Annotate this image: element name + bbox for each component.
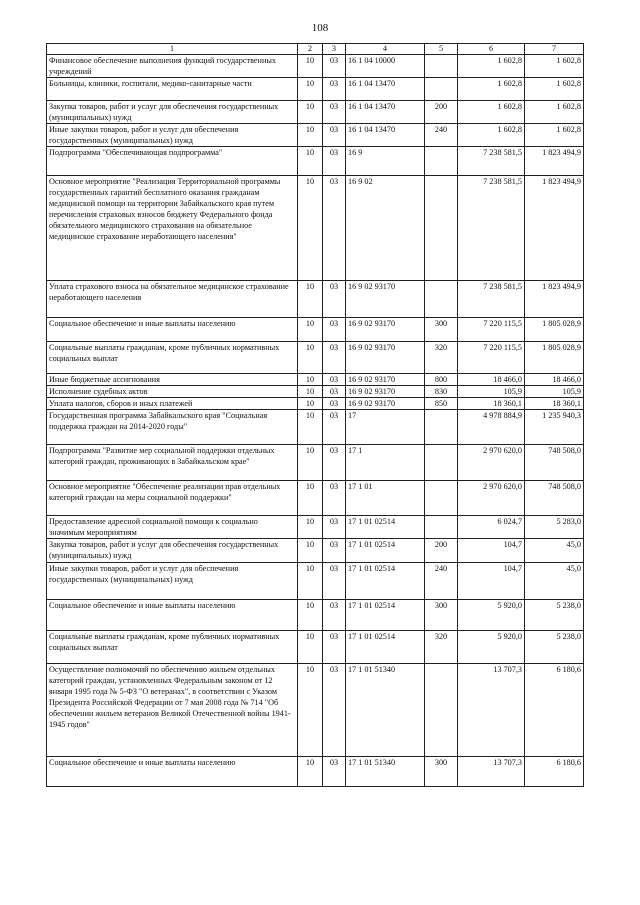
row-section: 10 [298,600,323,631]
row-expense-type: 300 [425,318,458,342]
row-section: 10 [298,147,323,176]
row-section: 10 [298,757,323,787]
table-row [47,563,584,600]
row-sum-1: 18 466,0 [458,374,525,386]
row-sum-2: 1 602,8 [525,124,584,147]
row-name: Иные закупки товаров, работ и услуг для обеспечения государственных (муниципальных) нужд [47,124,298,147]
row-sum-2: 105,9 [525,386,584,398]
row-target-code: 16 9 02 [346,176,425,281]
header-row [47,44,584,55]
row-sum-1: 18 360,1 [458,398,525,410]
table-row [47,386,584,398]
row-sum-2: 6 180,6 [525,664,584,757]
row-name: Государственная программа Забайкальского края "Социальная поддержка граждан на 2014-2020 годы" [47,410,298,445]
row-sum-1: 6 024,7 [458,516,525,539]
row-expense-type [425,78,458,101]
row-section: 10 [298,631,323,664]
row-name: Закупка товаров, работ и услуг для обеспечения государственных (муниципальных) нужд [47,539,298,563]
row-sum-2: 5 238,0 [525,600,584,631]
table-row [47,664,584,757]
page-number: 108 [311,22,329,34]
row-sum-2: 1 805 028,9 [525,342,584,374]
row-subsection: 03 [323,481,346,516]
row-subsection: 03 [323,398,346,410]
row-sum-1: 105,9 [458,386,525,398]
row-sum-1: 1 602,8 [458,55,525,78]
row-expense-type [425,176,458,281]
row-sum-2: 1 602,8 [525,55,584,78]
row-sum-2: 1 602,8 [525,78,584,101]
row-sum-2: 1 602,8 [525,101,584,124]
row-section: 10 [298,563,323,600]
row-target-code: 17 1 01 02514 [346,539,425,563]
row-name: Предоставление адресной социальной помощи к социально значимым мероприятиям [47,516,298,539]
row-sum-1: 13 707,3 [458,664,525,757]
row-subsection: 03 [323,101,346,124]
row-sum-2: 6 180,6 [525,757,584,787]
row-target-code: 16 9 02 93170 [346,342,425,374]
row-sum-1: 4 978 884,9 [458,410,525,445]
row-expense-type: 800 [425,374,458,386]
table-row [47,124,584,147]
col-header-sum-1: 6 [458,44,525,55]
row-sum-1: 1 602,8 [458,78,525,101]
row-name: Социальные выплаты гражданам, кроме публичных нормативных социальных выплат [47,342,298,374]
row-sum-2: 45,0 [525,563,584,600]
row-sum-1: 13 707,3 [458,757,525,787]
row-sum-2: 18 466,0 [525,374,584,386]
row-sum-1: 7 220 115,5 [458,318,525,342]
row-sum-1: 7 220 115,5 [458,342,525,374]
row-section: 10 [298,445,323,481]
row-name: Иные бюджетные ассигнования [47,374,298,386]
row-expense-type: 320 [425,631,458,664]
row-subsection: 03 [323,318,346,342]
row-sum-2: 1 235 940,3 [525,410,584,445]
row-sum-1: 7 238 581,5 [458,147,525,176]
row-section: 10 [298,481,323,516]
row-expense-type: 830 [425,386,458,398]
row-subsection: 03 [323,55,346,78]
row-subsection: 03 [323,176,346,281]
col-header-section: 2 [298,44,323,55]
row-subsection: 03 [323,78,346,101]
row-subsection: 03 [323,445,346,481]
row-subsection: 03 [323,410,346,445]
row-expense-type: 240 [425,563,458,600]
row-sum-1: 104,7 [458,563,525,600]
row-subsection: 03 [323,386,346,398]
row-target-code: 16 9 02 93170 [346,386,425,398]
row-name: Подпрограмма "Развитие мер социальной поддержки отдельных категорий граждан, проживающих в Забайкальском крае" [47,445,298,481]
table-row [47,516,584,539]
row-sum-1: 5 920,0 [458,631,525,664]
row-section: 10 [298,176,323,281]
row-name: Социальные выплаты гражданам, кроме публичных нормативных социальных выплат [47,631,298,664]
row-sum-2: 5 238,0 [525,631,584,664]
row-section: 10 [298,318,323,342]
table-row [47,281,584,318]
row-target-code: 16 9 02 93170 [346,318,425,342]
row-subsection: 03 [323,664,346,757]
row-expense-type: 200 [425,539,458,563]
row-target-code: 16 9 02 93170 [346,374,425,386]
row-name: Основное мероприятие "Обеспечение реализации прав отдельных категорий граждан на меры социальной поддержки" [47,481,298,516]
row-name: Финансовое обеспечение выполнения функций государственных учреждений [47,55,298,78]
row-section: 10 [298,101,323,124]
row-expense-type: 320 [425,342,458,374]
table-row [47,101,584,124]
row-subsection: 03 [323,757,346,787]
row-target-code: 17 1 01 02514 [346,600,425,631]
row-section: 10 [298,664,323,757]
row-section: 10 [298,281,323,318]
row-expense-type: 200 [425,101,458,124]
row-sum-1: 2 970 620,0 [458,445,525,481]
row-sum-1: 104,7 [458,539,525,563]
row-expense-type [425,410,458,445]
row-sum-2: 1 823 494,9 [525,281,584,318]
table-row [47,342,584,374]
budget-table [46,43,584,787]
row-target-code: 17 1 01 02514 [346,631,425,664]
table-row [47,78,584,101]
table-row [47,600,584,631]
row-expense-type [425,664,458,757]
row-expense-type [425,516,458,539]
row-target-code: 17 1 01 02514 [346,516,425,539]
row-subsection: 03 [323,281,346,318]
row-section: 10 [298,386,323,398]
table-row [47,481,584,516]
row-name: Социальное обеспечение и иные выплаты населению [47,318,298,342]
table-body [47,55,584,787]
table-row [47,55,584,78]
row-sum-1: 2 970 620,0 [458,481,525,516]
row-sum-1: 7 238 581,5 [458,281,525,318]
row-sum-2: 748 508,0 [525,481,584,516]
col-header-sum-2: 7 [525,44,584,55]
row-subsection: 03 [323,374,346,386]
table-row [47,631,584,664]
row-sum-2: 1 823 494,9 [525,147,584,176]
row-subsection: 03 [323,600,346,631]
row-target-code: 17 1 01 [346,481,425,516]
table-row [47,539,584,563]
row-section: 10 [298,539,323,563]
row-subsection: 03 [323,147,346,176]
row-name: Социальное обеспечение и иные выплаты населению [47,757,298,787]
row-target-code: 17 1 01 02514 [346,563,425,600]
row-section: 10 [298,374,323,386]
row-sum-2: 18 360,1 [525,398,584,410]
row-sum-2: 748 508,0 [525,445,584,481]
col-header-target-code: 4 [346,44,425,55]
row-name: Уплата страхового взноса на обязательное медицинское страхование неработающего населения [47,281,298,318]
row-name: Уплата налогов, сборов и иных платежей [47,398,298,410]
table-row [47,398,584,410]
row-expense-type [425,281,458,318]
row-name: Больницы, клиники, госпитали, медико-санитарные части [47,78,298,101]
row-name: Подпрограмма "Обеспечивающая подпрограмма" [47,147,298,176]
row-section: 10 [298,124,323,147]
row-name: Иные закупки товаров, работ и услуг для обеспечения государственных (муниципальных) нужд [47,563,298,600]
row-expense-type [425,147,458,176]
row-name: Осуществление полномочий по обеспечению жильем отдельных категорий граждан, установленных Федеральным законом от 12 января 1995 года № 5-ФЗ "О ветеранах", в соответствии с Указом Президента Российской Федерации от 7 мая 2008 года № 714 "Об обеспечении жильем ветеранов Великой Отечественной войны 1941-1945 годов" [47,664,298,757]
row-sum-2: 1 805 028,9 [525,318,584,342]
col-header-subsection: 3 [323,44,346,55]
row-target-code: 16 9 02 93170 [346,398,425,410]
table-row [47,318,584,342]
row-target-code: 17 [346,410,425,445]
table-row [47,757,584,787]
row-subsection: 03 [323,124,346,147]
row-subsection: 03 [323,516,346,539]
row-name: Закупка товаров, работ и услуг для обеспечения государственных (муниципальных) нужд [47,101,298,124]
row-target-code: 16 9 [346,147,425,176]
row-target-code: 17 1 01 51340 [346,664,425,757]
row-expense-type: 300 [425,757,458,787]
row-expense-type [425,481,458,516]
row-section: 10 [298,55,323,78]
row-expense-type [425,445,458,481]
table-row [47,176,584,281]
row-section: 10 [298,516,323,539]
row-target-code: 16 9 02 93170 [346,281,425,318]
row-target-code: 16 1 04 10000 [346,55,425,78]
row-subsection: 03 [323,539,346,563]
row-target-code: 16 1 04 13470 [346,124,425,147]
table-row [47,410,584,445]
row-expense-type: 850 [425,398,458,410]
row-target-code: 16 1 04 13470 [346,101,425,124]
row-sum-2: 5 283,0 [525,516,584,539]
row-expense-type [425,55,458,78]
row-target-code: 17 1 01 51340 [346,757,425,787]
row-sum-1: 1 602,8 [458,124,525,147]
row-target-code: 16 1 04 13470 [346,78,425,101]
row-sum-1: 1 602,8 [458,101,525,124]
col-header-name: 1 [47,44,298,55]
row-sum-1: 5 920,0 [458,600,525,631]
row-section: 10 [298,78,323,101]
row-subsection: 03 [323,631,346,664]
row-target-code: 17 1 [346,445,425,481]
row-section: 10 [298,398,323,410]
row-sum-2: 1 823 494,9 [525,176,584,281]
table-row [47,445,584,481]
row-expense-type: 300 [425,600,458,631]
table-row [47,374,584,386]
row-sum-1: 7 238 581,5 [458,176,525,281]
table-row [47,147,584,176]
row-name: Основное мероприятие "Реализация Территориальной программы государственных гарантий бесплатного оказания гражданам медицинской помощи на территории Забайкальского края путем перечисления страховых взносов бюджету Федерального фонда обязательного медицинского страхования на обязательное медицинское страхование неработающего населения" [47,176,298,281]
row-subsection: 03 [323,563,346,600]
col-header-expense-type: 5 [425,44,458,55]
row-expense-type: 240 [425,124,458,147]
row-name: Социальное обеспечение и иные выплаты населению [47,600,298,631]
row-section: 10 [298,342,323,374]
row-name: Исполнение судебных актов [47,386,298,398]
row-sum-2: 45,0 [525,539,584,563]
row-section: 10 [298,410,323,445]
row-subsection: 03 [323,342,346,374]
